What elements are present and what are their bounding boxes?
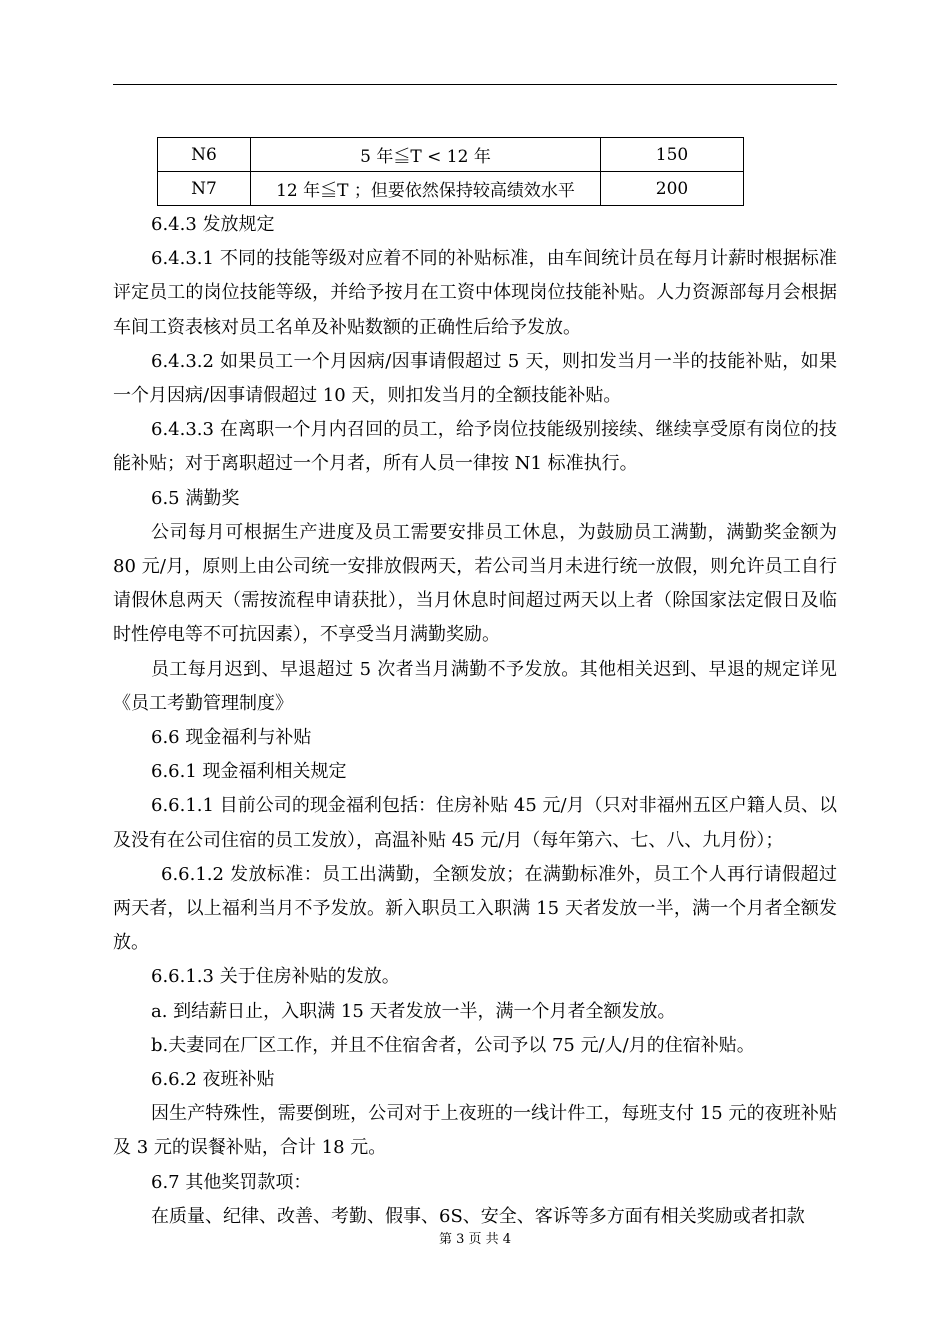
condition-cell: 12 年≦T ；但要依然保持较高绩效水平	[251, 172, 601, 206]
section-heading-6-6-1: 6.6.1 现金福利相关规定	[151, 761, 347, 783]
paragraph-6-4-3-3: 6.4.3.3 在离职一个月内召回的员工，给予岗位技能级别接续、继续享受原有岗位的技能补贴；对于离职超过一个月者，所有人员一律按 N1 标准执行。	[113, 419, 837, 475]
paragraph-night-shift: 因生产特殊性，需要倒班，公司对于上夜班的一线计件工，每班支付 15 元的夜班补贴及 3 元的误餐补贴，合计 18 元。	[113, 1103, 837, 1159]
header-rule	[113, 84, 837, 85]
paragraph-6-4-3-2: 6.4.3.2 如果员工一个月因病/因事请假超过 5 天，则扣发当月一半的技能补贴，如果一个月因病/因事请假超过 10 天，则扣发当月的全额技能补贴。	[113, 350, 837, 407]
document-body	[113, 208, 837, 1234]
list-item-b: b.夫妻同在厂区工作，并且不住宿舍者，公司予以 75 元/人/月的住宿补贴。	[151, 1034, 755, 1056]
section-heading-6-6-2: 6.6.2 夜班补贴	[151, 1069, 275, 1091]
paragraph-attendance-bonus: 公司每月可根据生产进度及员工需要安排员工休息，为鼓励员工满勤，满勤奖金额为 80 元/月，原则上由公司统一安排放假两天，若公司当月未进行统一放假，则允许员工自行请假休息两天（需按流程申请获批），当月休息时间超过两天以上者（除国家法定假日及临时性停电等不可抗因素），不享受当月满勤奖励。	[113, 521, 837, 646]
table-row	[158, 138, 744, 172]
section-heading-6-7: 6.7 其他奖罚款项：	[151, 1171, 312, 1193]
condition-cell: 5 年≦T < 12 年	[251, 138, 601, 172]
table-row	[158, 172, 744, 206]
page-number: 第 3 页 共 4	[438, 1232, 512, 1247]
paragraph-late-rule: 员工每月迟到、早退超过 5 次者当月满勤不予发放。其他相关迟到、早退的规定详见《员工考勤管理制度》	[113, 658, 837, 714]
paragraph-6-4-3-1: 6.4.3.1 不同的技能等级对应着不同的补贴标准，由车间统计员在每月计薪时根据标准评定员工的岗位技能等级，并给予按月在工资中体现岗位技能补贴。人力资源部每月会根据车间工资表核对员工名单及补贴数额的正确性后给予发放。	[113, 248, 837, 338]
paragraph-6-6-1-1: 6.6.1.1 目前公司的现金福利包括：住房补贴 45 元/月（只对非福州五区户籍人员、以及没有在公司住宿的员工发放），高温补贴 45 元/月（每年第六、七、八、九月份）；	[113, 795, 837, 851]
list-item-a: a. 到结薪日止，入职满 15 天者发放一半，满一个月者全额发放。	[151, 1000, 676, 1022]
paragraph-6-6-1-2: 6.6.1.2 发放标准：员工出满勤，全额发放；在满勤标准外，员工个人再行请假超过两天者，以上福利当月不予发放。新入职员工入职满 15 天者发放一半，满一个月者全额发放。	[113, 863, 837, 954]
amount-cell: 200	[601, 172, 744, 206]
level-cell: N7	[158, 172, 251, 206]
paragraph-6-6-1-3: 6.6.1.3 关于住房补贴的发放。	[151, 966, 400, 988]
paragraph-other-rewards: 在质量、纪律、改善、考勤、假事、6S、安全、客诉等多方面有相关奖励或者扣款	[151, 1205, 805, 1227]
skill-subsidy-table	[157, 137, 744, 206]
section-heading-6-6: 6.6 现金福利与补贴	[151, 727, 312, 749]
level-cell: N6	[158, 138, 251, 172]
amount-cell: 150	[601, 138, 744, 172]
section-heading-6-4-3: 6.4.3 发放规定	[151, 214, 275, 235]
section-heading-6-5: 6.5 满勤奖	[151, 487, 240, 509]
